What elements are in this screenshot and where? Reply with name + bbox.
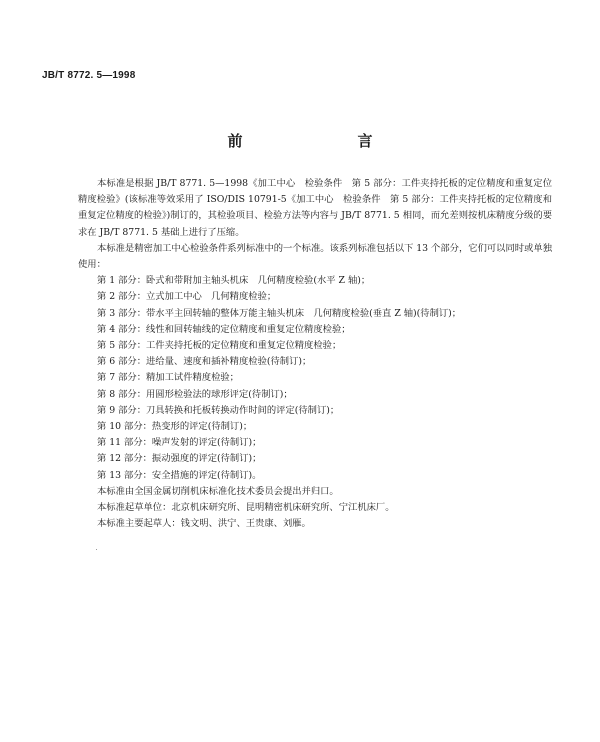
foreword-body [78,176,552,532]
drafters-paragraph: 本标准主要起草人：钱文明、洪宁、王贵康、刘雁。 [97,518,311,530]
list-item: 第 12 部分：振动强度的评定(待制订)； [97,453,262,465]
intro-paragraph: 本标准是根据 JB/T 8771. 5—1998《加工中心 检验条件 第 5 部分：工件夹持托板的定位精度和重复定位精度检验》(该标准等效采用了 ISO/DIS 10791-5《加工中心 检验条件 第 5 部分：工件夹持托板的定位精度和重复定位精度的检验》)制订的，其检验项目、检验方法等内容与 JB/T 8771. 5 相同，而允差则按机床精度分级的要求在 JB/T 8771. 5 基础上进行了压缩。 [78,178,552,238]
list-item: 第 3 部分：带水平主回转轴的整体万能主轴头机床 几何精度检验(垂直 Z 轴)(待制订)； [97,307,462,319]
committee-paragraph: 本标准由全国金属切削机床标准化技术委员会提出并归口。 [97,485,339,497]
page-title: 前 言 [227,132,423,150]
list-item: 第 13 部分：安全措施的评定(待制订)。 [97,469,262,481]
list-item: 第 11 部分：噪声发射的评定(待制订)； [97,437,262,449]
list-item: 第 6 部分：进给量、速度和插补精度检验(待制订)； [97,356,312,368]
list-item: 第 2 部分：立式加工中心 几何精度检验； [97,291,277,303]
list-item: 第 1 部分：卧式和带附加主轴头机床 几何精度检验(水平 Z 轴)； [97,275,371,287]
list-item: 第 8 部分：用圆形检验法的球形评定(待制订)； [97,388,293,400]
list-item: 第 10 部分：热变形的评定(待制订)； [97,421,253,433]
parts-list [78,273,552,484]
scan-speck [96,549,97,550]
list-item: 第 5 部分：工件夹持托板的定位精度和重复定位精度检验； [97,340,342,352]
list-item: 第 4 部分：线性和回转轴线的定位精度和重复定位精度检验； [97,323,351,335]
list-item: 第 9 部分：刀具转换和托板转换动作时间的评定(待制订)； [97,404,340,416]
series-paragraph: 本标准是精密加工中心检验条件系列标准中的一个标准。该系列标准包括以下 13 个部分，它们可以同时或单独使用： [78,242,552,271]
list-item: 第 7 部分：精加工试件精度检验； [97,372,239,384]
drafting-units-paragraph: 本标准起草单位：北京机床研究所、昆明精密机床研究所、宁江机床厂。 [97,502,395,514]
document-code: JB/T 8772. 5—1998 [42,70,136,81]
